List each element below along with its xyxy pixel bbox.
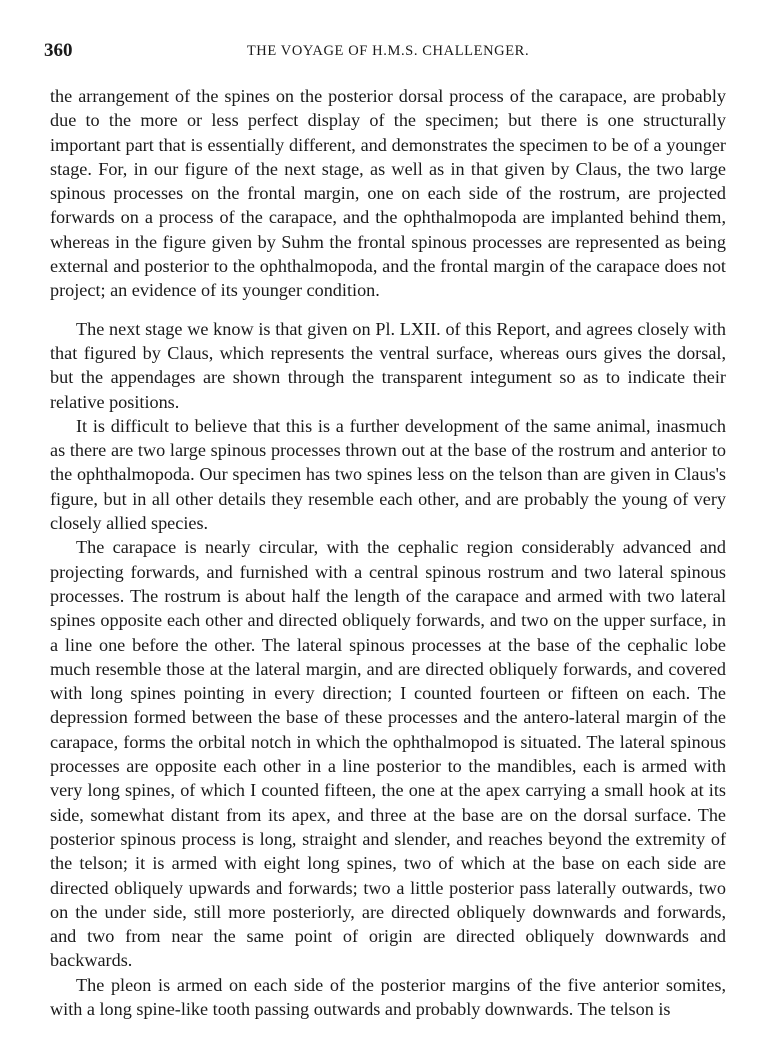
body-text: [50, 84, 726, 1021]
paragraph-gap: [50, 303, 726, 317]
page-header: [44, 40, 732, 68]
paragraph-2: The next stage we know is that given on Pl. LXII. of this Report, and agrees closely with that figured by Claus, which represents the ventral surface, whereas ours gives the dorsal, but the appendages are shown through the transparent integument so as to indicate their relative positions.: [50, 318, 726, 412]
page-number: 360: [44, 40, 73, 61]
paragraph-3: It is difficult to believe that this is a further development of the same animal, inasmuch as there are two large spinous processes thrown out at the base of the rostrum and anterior to the ophthalmopoda. Our specimen has two spines less on the telson than are given in Claus's figure, but in all other details they resemble each other, and are probably the young of very closely allied species.: [50, 415, 726, 534]
paragraph-5: The pleon is armed on each side of the posterior margins of the five anterior somites, with a long spine-like tooth passing outwards and probably downwards. The telson is: [50, 974, 726, 1019]
paragraph-1: the arrangement of the spines on the posterior dorsal process of the carapace, are probably due to the more or less perfect display of the specimen; but there is one structurally important part that is essentially different, and demonstrates the specimen to be of a younger stage. For, in our figure of the next stage, as well as in that given by Claus, the two large spinous processes on the frontal margin, one on each side of the rostrum, are projected forwards on a process of the carapace, and the ophthalmopoda are implanted behind them, whereas in the figure given by Suhm the frontal spinous processes are represented as being external and posterior to the ophthalmopoda, and the frontal margin of the carapace does not project; an evidence of its younger condition.: [50, 86, 726, 301]
running-title: THE VOYAGE OF H.M.S. CHALLENGER.: [246, 43, 530, 59]
paragraph-4: The carapace is nearly circular, with the cephalic region considerably advanced and projecting forwards, and furnished with a central spinous rostrum and two lateral spinous processes. The rostrum is about half the length of the carapace and armed with two lateral spines opposite each other and directed obliquely forwards, and two on the upper surface, in a line one before the other. The lateral spinous processes at the base of the cephalic lobe much resemble those at the lateral margin, and are directed obliquely forwards, and covered with long spines pointing in every direction; I counted fourteen or fifteen on each. The depression formed between the base of these processes and the antero-lateral margin of the carapace, forms the orbital notch in which the ophthalmopod is situated. The lateral spinous processes are opposite each other in a line posterior to the mandibles, each is armed with very long spines, of which I counted fifteen, the one at the apex carrying a small hook at its side, somewhat distant from its apex, and three at the base are on the dorsal surface. The posterior spinous process is long, straight and slender, and reaches beyond the extremity of the telson; it is armed with eight long spines, two of which at the base on each side are directed obliquely upwards and forwards; two a little posterior pass laterally outwards, two on the under side, still more posteriorly, are directed obliquely downwards and forwards, and two from near the same point of origin are directed obliquely downwards and backwards.: [50, 537, 726, 971]
